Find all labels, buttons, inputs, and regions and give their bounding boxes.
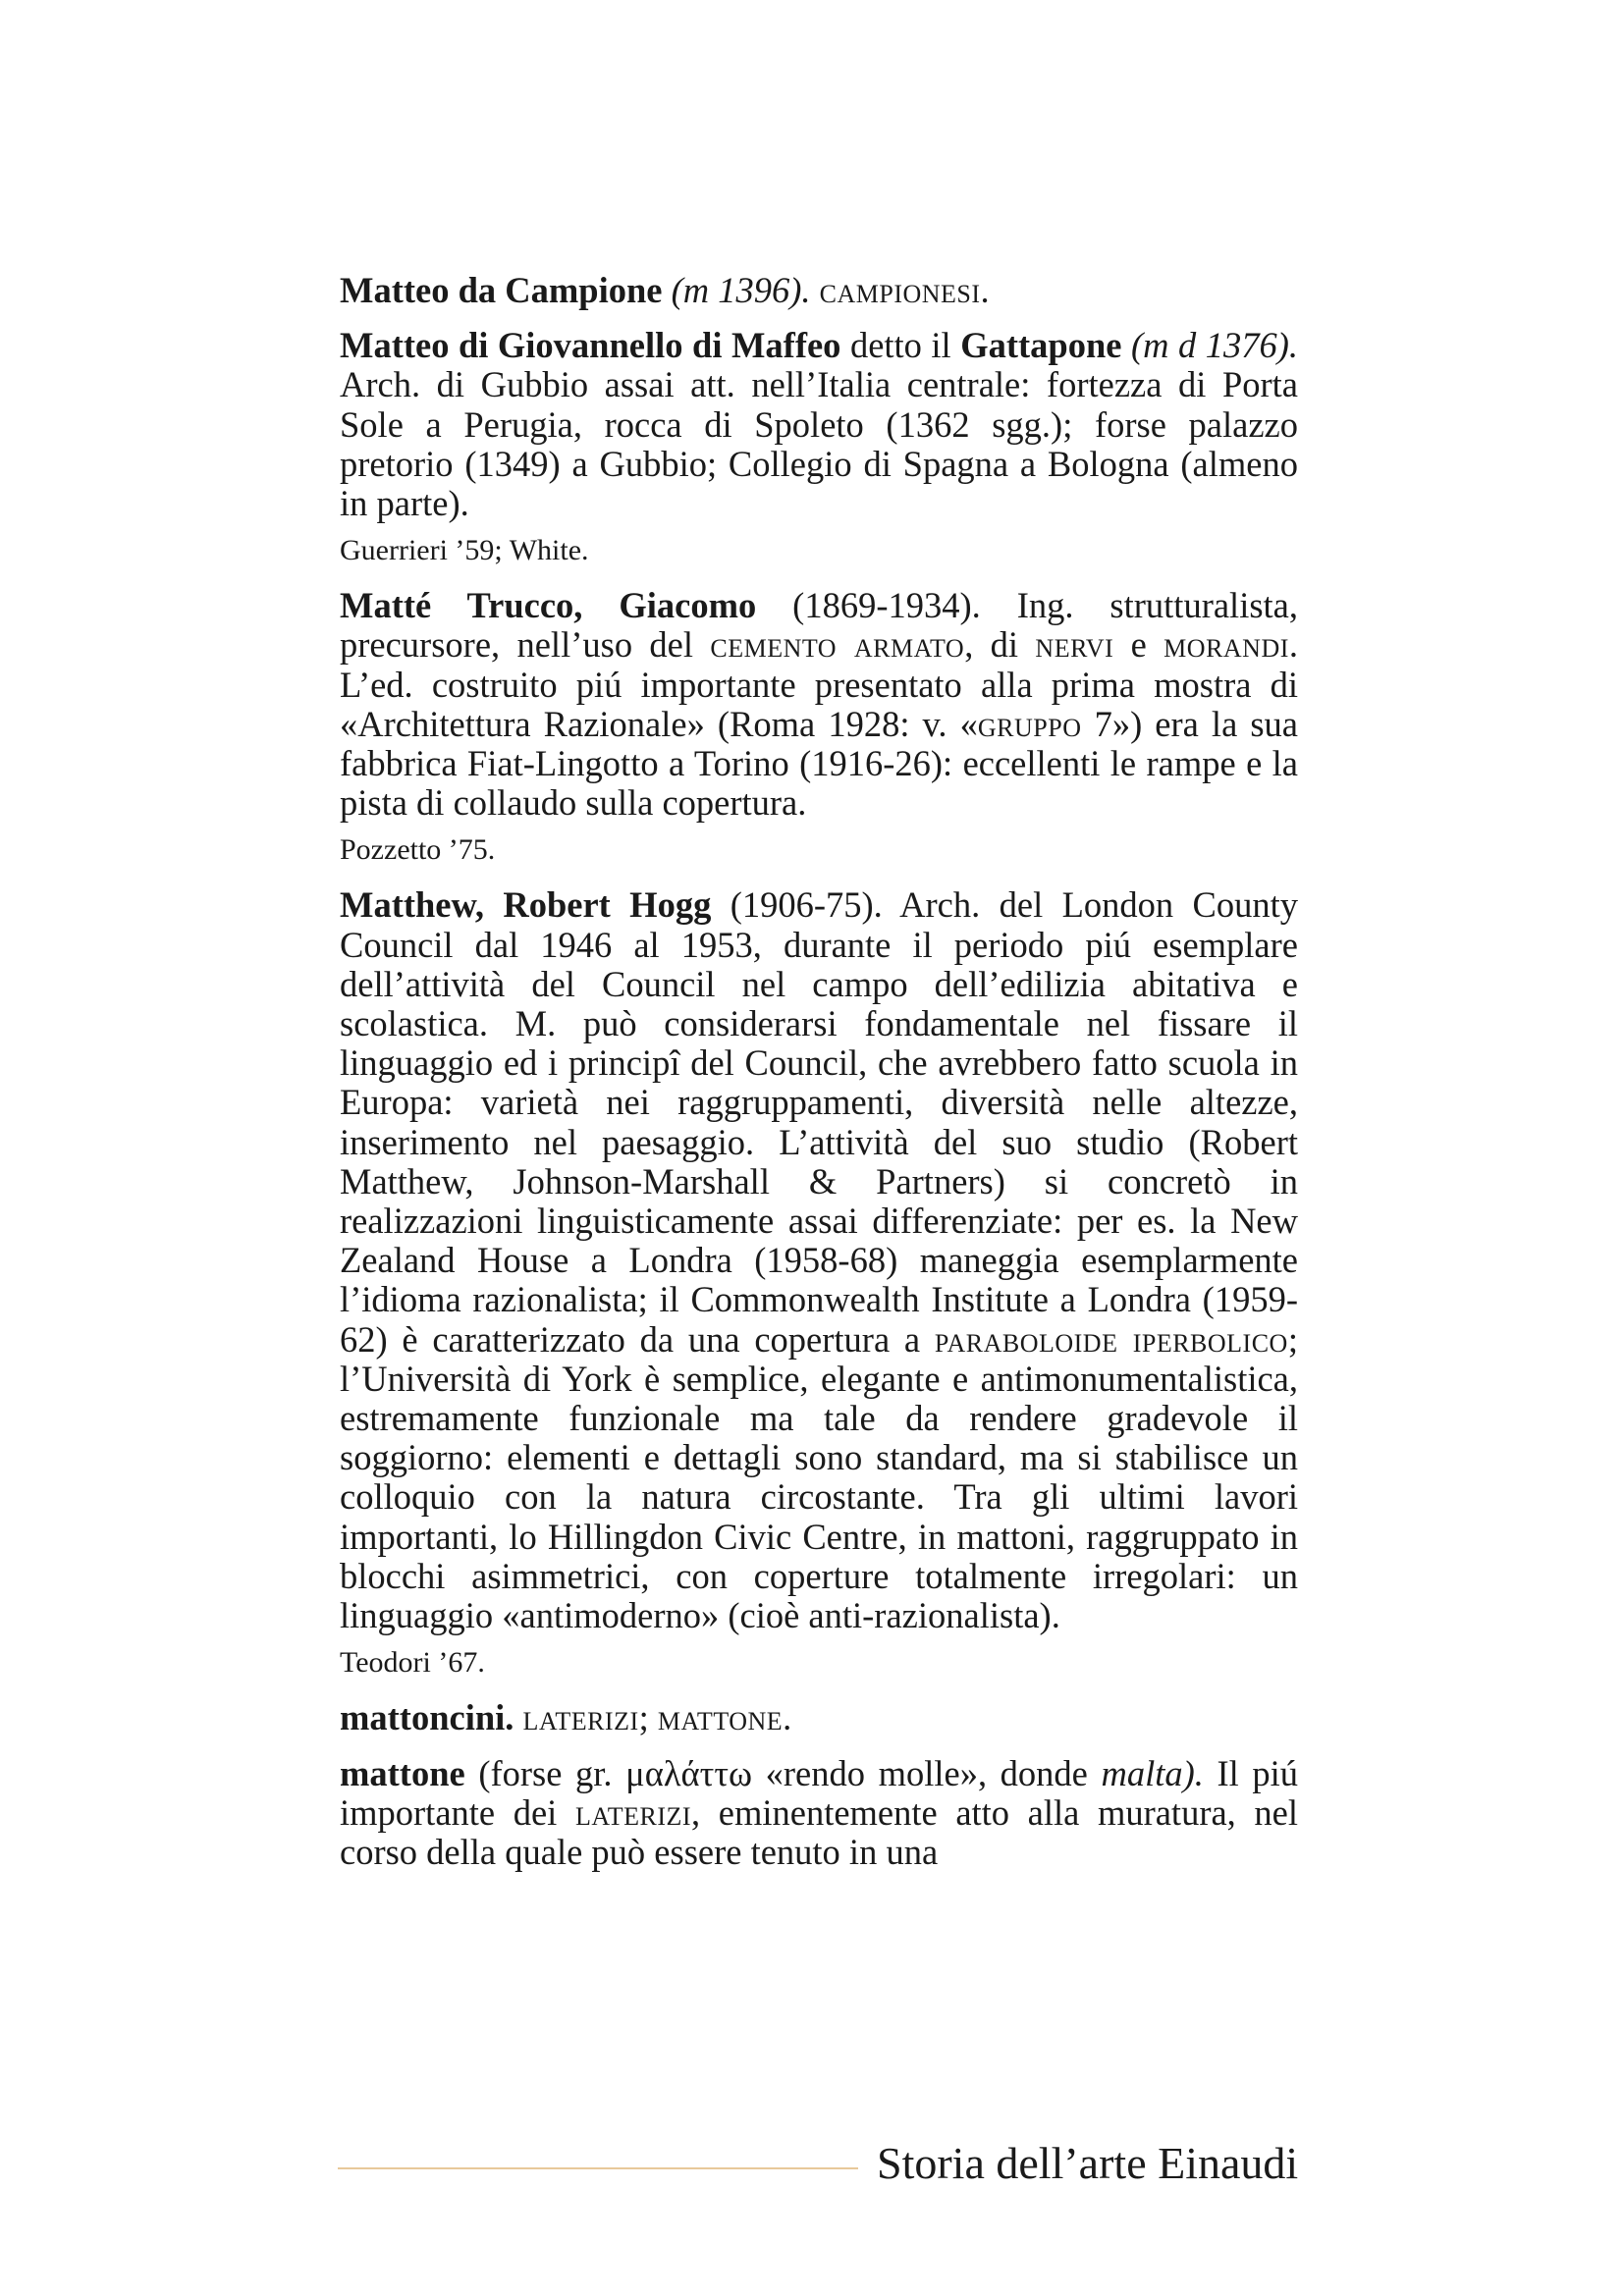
entry-body: Arch. del London County Council dal 1946 al 1953, durante il periodo piú esemplare dell’attività del Council nel campo dell’edilizia abitativa e scolastica. M. può considerarsi fondamentale nel fissare il linguaggio ed i principî del Council, che avrebbero fatto scuola in Europa: varietà nei raggruppamenti, diversità nelle altezze, inserimento nel paesaggio. L’attività del suo studio (Robert Matthew, Johnson-Marshall & Partners) si concretò in realizzazioni linguisticamente assai differenziate: per es. la New Zealand House a Londra (1958-68) maneggia esemplarmente l’idioma razionalista; il Commonwealth Institute a Londra (1959-62) è caratterizzato da una copertura a (340, 884, 1298, 1360)
entry-body: Ing. strutturalista, precursore, nell’uso del (340, 585, 1299, 666)
entry-matteo-da-campione (340, 271, 1298, 310)
entry-body: . L’ed. costruito piú importante presentato alla prima mostra di «Architettura Razionale» (Roma 1928: v. « (340, 624, 1299, 744)
entry-date: (1869-1934). (792, 585, 981, 626)
cross-reference[interactable]: campionesi. (819, 270, 991, 310)
entry-date: (1906-75). (730, 884, 883, 926)
entry-body: (forse gr. μαλάττω «rendo molle», donde (478, 1752, 1088, 1793)
cross-reference[interactable]: cemento armato (710, 624, 965, 666)
cross-reference[interactable]: gruppo (977, 703, 1082, 744)
entry-body: 7») era la sua fabbrica Fiat-Lingotto a Torino (1916-26): eccellenti le rampe e la pista di collaudo sulla copertura. (340, 703, 1298, 824)
entry-mattone (340, 1754, 1298, 1873)
entry-title: Matteo di Giovannello di Maffeo (340, 325, 841, 366)
entry-body: Arch. di Gubbio assai att. nell’Italia centrale: fortezza di Porta Sole a Perugia, rocca di Spoleto (1362 sgg.); forse palazzo pretorio (1349) a Gubbio; Collegio di Spagna a Bologna (almeno in parte). (340, 364, 1298, 524)
cross-reference[interactable]: paraboloide iperbolico (934, 1318, 1288, 1360)
cross-reference[interactable]: mattone (657, 1697, 784, 1738)
separator: ; (638, 1697, 649, 1738)
entry-date: (m 1396). (671, 270, 811, 310)
bibliography: Guerrieri ’59; White. (340, 534, 589, 567)
entry-title: mattoncini. (340, 1697, 514, 1738)
entry-title-alias: Gattapone (960, 325, 1122, 366)
cross-reference[interactable]: laterizi (522, 1697, 639, 1738)
terminator: . (783, 1697, 792, 1738)
entry-title: Matthew, Robert Hogg (340, 884, 712, 926)
cross-reference[interactable]: nervi (1035, 624, 1114, 666)
entry-body: e (1130, 624, 1147, 666)
bibliography: Pozzetto ’75. (340, 833, 496, 867)
entry-title: Matté Trucco, Giacomo (340, 585, 757, 626)
entry-mattoncini (340, 1698, 1298, 1737)
footer-title: Storia dell’arte Einaudi (877, 2138, 1299, 2188)
entry-title: Matteo da Campione (340, 270, 663, 310)
entry-gattapone (340, 326, 1298, 523)
entry-body: , di (964, 624, 1019, 666)
page-text (340, 271, 1298, 1888)
entry-matte-trucco (340, 586, 1298, 823)
entry-body: , eminentemente atto alla muratura, nel corso della quale può essere tenuto in una (340, 1791, 1298, 1872)
entry-body: ; l’Università di York è semplice, elegante e antimonumentalistica, estremamente funzionale ma tale da rendere gradevole il soggiorno: elementi e dettagli sono standard, ma si stabilisce un colloquio con la natura circostante. Tra gli ultimi lavori importanti, lo Hillingdon Civic Centre, in mattoni, raggruppato in blocchi asimmetrici, con coperture totalmente irregolari: un linguaggio «antimoderno» (cioè anti-razionalista). (340, 1318, 1298, 1636)
cross-reference[interactable]: laterizi (574, 1791, 692, 1833)
entry-body: Il piú importante dei (340, 1752, 1299, 1833)
footer-rule (338, 2167, 858, 2169)
entry-title: mattone (340, 1752, 465, 1793)
entry-date: (m d 1376). (1130, 325, 1299, 366)
entry-connector: detto il (849, 325, 951, 366)
bibliography: Teodori ’67. (340, 1646, 485, 1680)
cross-reference[interactable]: morandi (1163, 624, 1289, 666)
entry-matthew (340, 885, 1298, 1635)
entry-italic: malta). (1101, 1752, 1204, 1793)
